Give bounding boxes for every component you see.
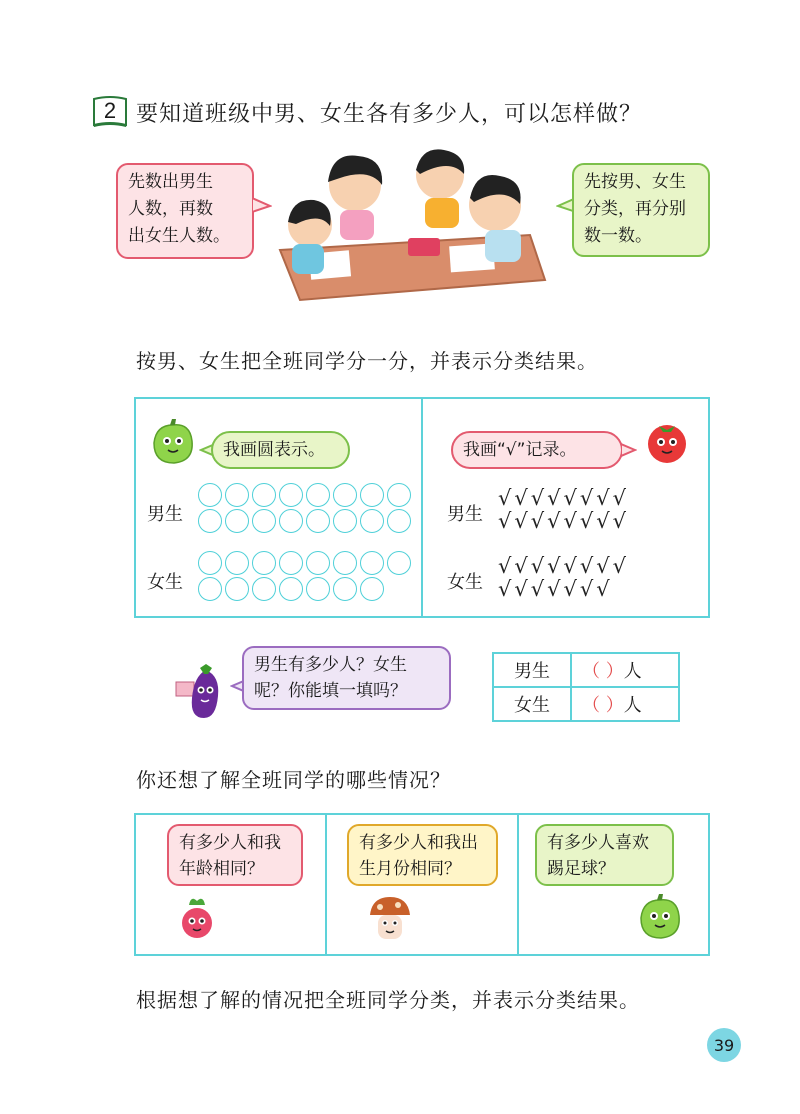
tally-circle [225, 483, 249, 507]
tally-circle [306, 577, 330, 601]
boys-circles-group [196, 482, 412, 534]
bubble-line: 有多少人和我 [179, 833, 281, 853]
tally-circle [387, 551, 411, 575]
tally-circle [360, 483, 384, 507]
tally-circle [252, 509, 276, 533]
bubble-line: 数一数。 [584, 226, 652, 246]
tally-circle [279, 577, 303, 601]
tally-circle [198, 577, 222, 601]
girls-circles-group [196, 550, 412, 602]
bubble-tail-icon [252, 196, 272, 216]
bubble-line: 年龄相同？ [179, 859, 264, 879]
tally-circle [387, 509, 411, 533]
tally-circle [306, 551, 330, 575]
bubble-line: 人数，再数 [128, 199, 213, 219]
instruction-classify-by-interest: 根据想了解的情况把全班同学分类，并表示分类结果。 [136, 988, 640, 1012]
instruction-what-else: 你还想了解全班同学的哪些情况？ [136, 768, 451, 792]
girls-label: 女生 [447, 572, 483, 593]
unit-text: 人 [623, 695, 642, 716]
bubble-line: 先数出男生 [128, 172, 213, 192]
tally-circle [225, 509, 249, 533]
table-cell-label: 女生 [493, 687, 571, 721]
bubble-tail-icon [621, 442, 637, 458]
speech-bubble-fill-in [242, 646, 451, 710]
tally-circle [333, 509, 357, 533]
bubble-line: 分类，再分别 [584, 199, 686, 219]
tomato-mascot-icon [642, 418, 692, 466]
speech-bubble-age [167, 824, 303, 886]
bubble-line: 出女生人数。 [128, 226, 230, 246]
tally-circle [225, 551, 249, 575]
tally-circle [198, 551, 222, 575]
check-row: √√√√√√√√ [498, 509, 630, 533]
count-table [492, 652, 680, 722]
speech-bubble-circle: 我画圆表示。 [211, 431, 350, 469]
question-number-badge-icon [91, 93, 129, 129]
speech-bubble-football [535, 824, 674, 886]
speech-bubble-classify-first [572, 163, 710, 257]
tally-circle [360, 577, 384, 601]
speech-bubble-check: 我画“√”记录。 [451, 431, 623, 469]
tally-circle [306, 509, 330, 533]
tally-circle [225, 577, 249, 601]
boys-checkmarks [498, 487, 629, 533]
eggplant-mascot-icon [174, 662, 236, 722]
table-cell-label: 男生 [493, 653, 571, 687]
bubble-line: 有多少人和我出 [359, 833, 478, 853]
mushroom-mascot-icon [366, 893, 414, 945]
answer-blank-boys[interactable] [571, 653, 679, 687]
boys-label: 男生 [147, 504, 183, 525]
bubble-line: 踢足球？ [547, 859, 615, 879]
tally-circle [252, 577, 276, 601]
tally-circle [333, 551, 357, 575]
speech-bubble-birth-month [347, 824, 498, 886]
radish-mascot-icon [175, 895, 219, 945]
tally-circle [360, 551, 384, 575]
tally-circle [252, 483, 276, 507]
tally-circle [333, 483, 357, 507]
tally-circle [279, 551, 303, 575]
boys-label: 男生 [447, 504, 483, 525]
bubble-line: 先按男、女生 [584, 172, 686, 192]
girls-label: 女生 [147, 572, 183, 593]
bubble-line: 生月份相同？ [359, 859, 461, 879]
question-number: 2 [103, 98, 117, 123]
tally-circle [279, 483, 303, 507]
check-row: √√√√√√√√ [498, 486, 630, 510]
bubble-line: 有多少人喜欢 [547, 833, 649, 853]
blank-paren: （ ） [582, 661, 624, 682]
check-row: √√√√√√√√ [498, 554, 630, 578]
page-number: 39 [707, 1028, 741, 1062]
table-row [493, 653, 679, 687]
children-discussion-illustration [270, 140, 550, 310]
tally-circle [279, 509, 303, 533]
blank-paren: （ ） [582, 695, 624, 716]
answer-blank-girls[interactable] [571, 687, 679, 721]
instruction-classify: 按男、女生把全班同学分一分，并表示分类结果。 [136, 349, 598, 373]
bubble-line: 男生有多少人？女生 [254, 655, 407, 675]
speech-bubble-count-first [116, 163, 254, 259]
tally-circle [387, 483, 411, 507]
tally-circle [198, 483, 222, 507]
girls-checkmarks [498, 555, 629, 601]
unit-text: 人 [623, 661, 642, 682]
table-row [493, 687, 679, 721]
tally-circle [360, 509, 384, 533]
check-row: √√√√√√√ [498, 577, 613, 601]
tally-circle [198, 509, 222, 533]
tally-circle [306, 483, 330, 507]
tally-circle [333, 577, 357, 601]
green-pepper-mascot-icon [637, 892, 683, 942]
tally-circle [252, 551, 276, 575]
bubble-line: 呢？你能填一填吗？ [254, 681, 407, 701]
green-pepper-mascot-icon [150, 417, 196, 467]
question-title: 要知道班级中男、女生各有多少人，可以怎样做？ [136, 102, 643, 127]
